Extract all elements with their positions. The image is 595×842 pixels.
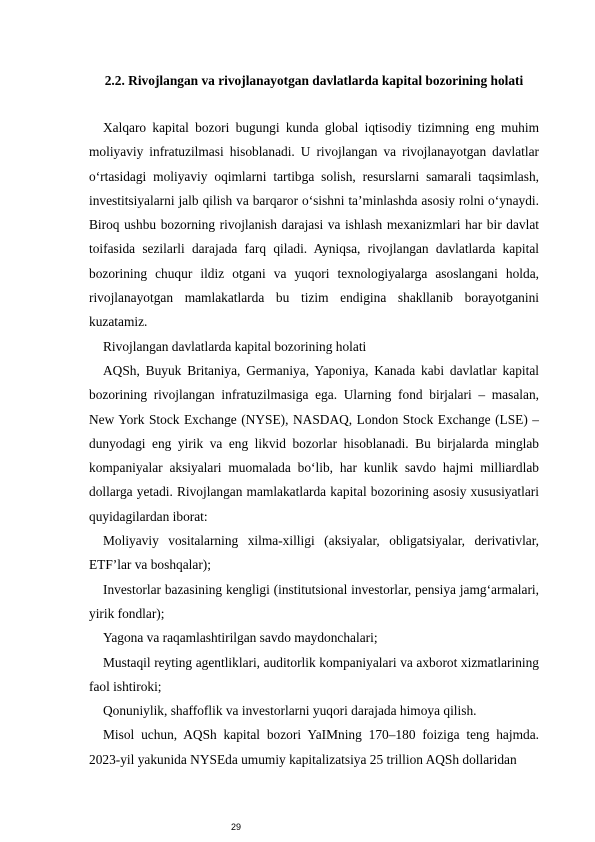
page-number: 29 [231, 822, 242, 832]
list-item-instruments: Moliyaviy vositalarning xilma-xilligi (aksiyalar, obligatsiyalar, derivativlar, ETF’lar va boshqalar); [89, 533, 539, 573]
list-item-investors: Investorlar bazasining kengligi (institutsional investorlar, pensiya jamg‘armalari, yirik fondlar); [89, 581, 539, 621]
paragraph-subheading: Rivojlangan davlatlarda kapital bozorining holati [103, 338, 367, 354]
paragraph-developed-countries: AQSh, Buyuk Britaniya, Germaniya, Yaponiya, Kanada kabi davlatlar kapital bozorining rivojlangan infratuzilmasiga ega. Ularning fond birjalari – masalan, New York Stock Exchange (NYSE), NASDAQ, London Stock Exchange (LSE) – dunyodagi eng yirik va eng likvid bozorlar hisoblanadi. Bu birjalarda minglab kompaniyalar aksiyalari muomalada bo‘lib, har kunlik savdo hajmi milliardlab dollarga yetadi. Rivojlangan mamlakatlarda kapital bozorining asosiy xususiyatlari quyidagilardan iborat: [89, 362, 539, 524]
list-item-legality: Qonuniylik, shaffoflik va investorlarni yuqori darajada himoya qilish. [103, 703, 477, 719]
body-text [89, 116, 539, 772]
list-item-agencies: Mustaqil reyting agentliklari, auditorlik kompaniyalari va axborot xizmatlarining faol ishtiroki; [89, 654, 539, 694]
list-item-trading-platforms: Yagona va raqamlashtirilgan savdo maydonchalari; [103, 630, 378, 646]
paragraph-example: Misol uchun, AQSh kapital bozori YaIMning 170–180 foiziga teng hajmda. 2023-yil yakunida NYSEda umumiy kapitalizatsiya 25 trillion AQSh dollaridan [89, 727, 539, 767]
section-title: 2.2. Rivojlangan va rivojlanayotgan davlatlarda kapital bozorining holati [104, 73, 524, 88]
paragraph-intro: Xalqaro kapital bozori bugungi kunda global iqtisodiy tizimning eng muhim moliyaviy infratuzilmasi hisoblanadi. U rivojlangan va rivojlanayotgan davlatlar o‘rtasidagi moliyaviy oqimlarni tartibga solish, resurslarni samarali taqsimlash, investitsiyalarni jalb qilish va barqaror o‘sishni ta’minlashda asosiy rolni o‘ynaydi. Biroq ushbu bozorning rivojlanish darajasi va ishlash mexanizmlari har bir davlat toifasida sezilarli darajada farq qiladi. Ayniqsa, rivojlangan davlatlarda kapital bozorining chuqur ildiz otgani va yuqori texnologiyalarga asoslangani holda, rivojlanayotgan mamlakatlarda bu tizim endigina shakllanib borayotganini kuzatamiz. [89, 120, 539, 330]
